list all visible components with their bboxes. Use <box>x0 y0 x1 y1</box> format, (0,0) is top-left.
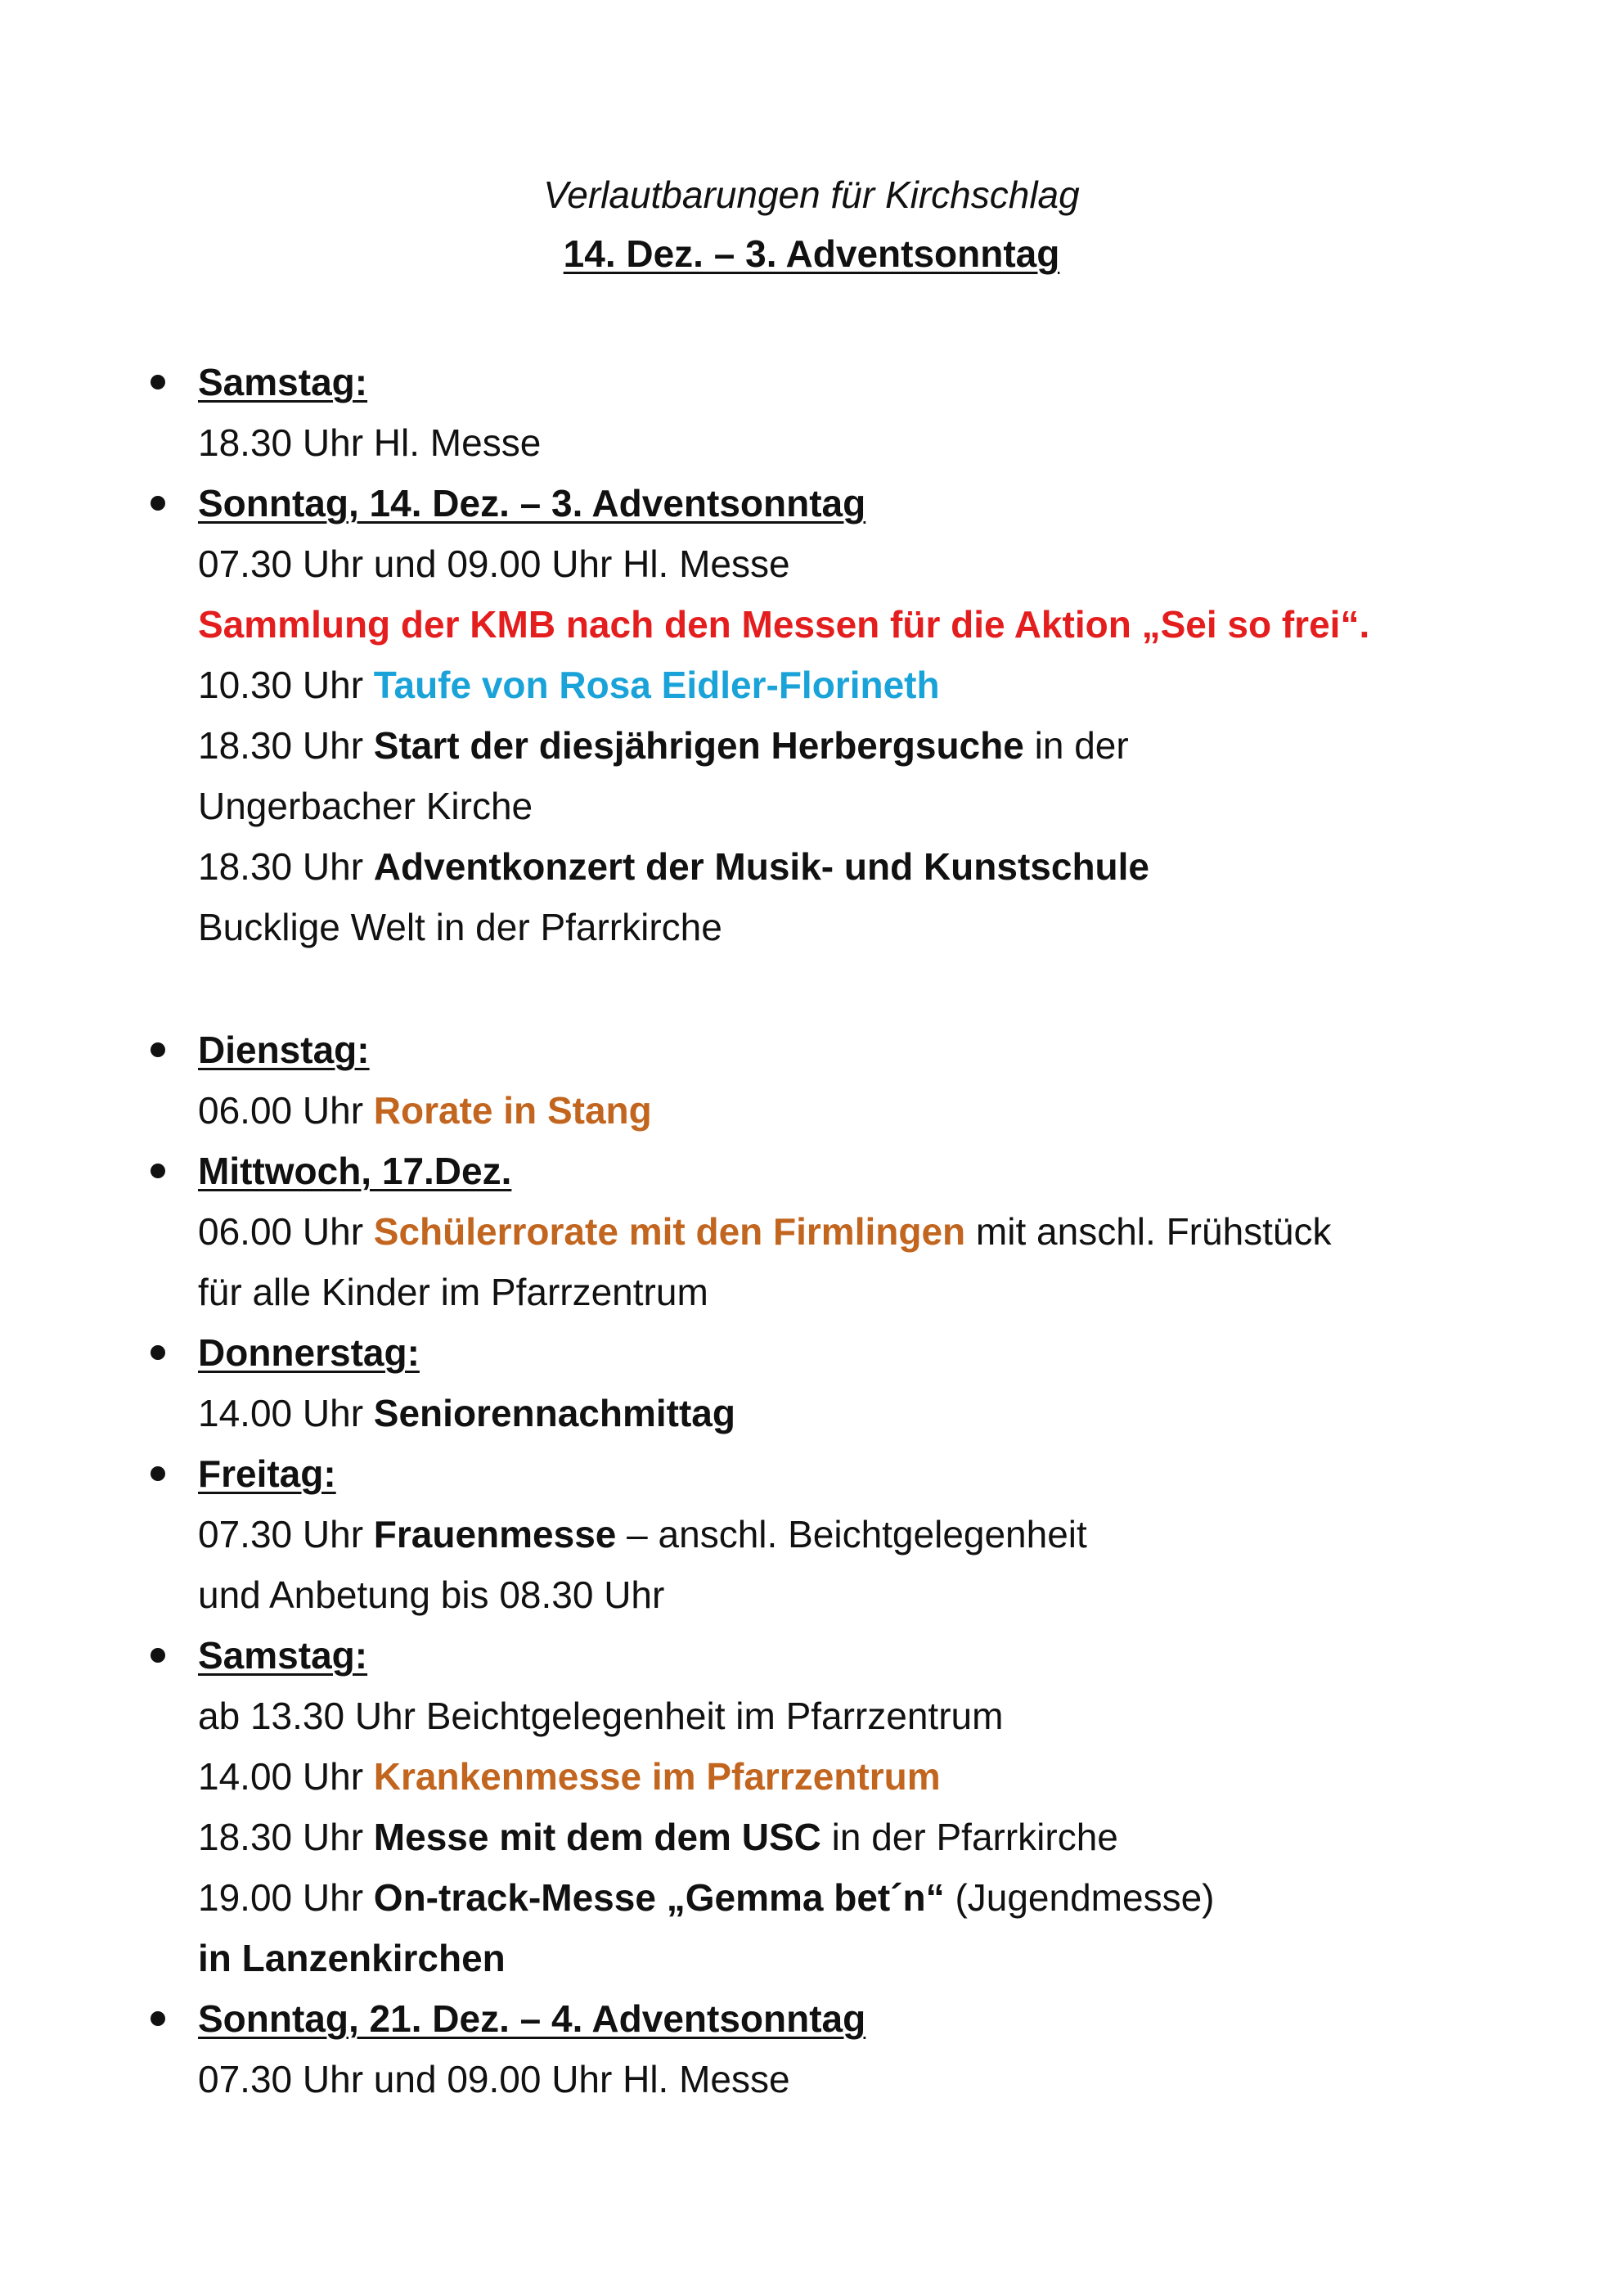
schedule-line <box>0 836 1623 897</box>
bullet-icon <box>151 1345 165 1360</box>
schedule-line <box>0 1746 1623 1807</box>
detail-text: – anschl. Beichtgelegenheit <box>616 1513 1087 1555</box>
baptism-text: Taufe von Rosa Eidler-Florineth <box>373 664 940 706</box>
schedule-line: 07.30 Uhr und 09.00 Uhr Hl. Messe <box>198 2058 790 2100</box>
list-item <box>0 1625 1623 1988</box>
time-text: 06.00 Uhr <box>198 1089 374 1132</box>
event-text: Schülerrorate mit den Firmlingen <box>373 1210 966 1253</box>
day-heading: Sonntag, 14. Dez. – 3. Adventsonntag <box>198 482 866 524</box>
event-text: On-track-Messe „Gemma bet´n“ <box>373 1876 945 1919</box>
day-heading: Samstag: <box>198 361 368 403</box>
schedule-line <box>0 655 1623 715</box>
bullet-icon <box>151 375 165 389</box>
schedule-line: und Anbetung bis 08.30 Uhr <box>198 1573 665 1616</box>
event-text: Messe mit dem dem USC <box>373 1816 821 1858</box>
bullet-icon <box>151 1466 165 1481</box>
day-heading: Dienstag: <box>198 1029 370 1071</box>
schedule-line <box>0 1080 1623 1141</box>
time-text: 14.00 Uhr <box>198 1392 374 1434</box>
time-text: 19.00 Uhr <box>198 1876 374 1919</box>
list-item <box>0 1988 1623 2109</box>
list-item <box>0 1020 1623 1141</box>
event-text: Adventkonzert der Musik- und Kunstschule <box>373 845 1150 888</box>
time-text: 18.30 Uhr <box>198 724 374 767</box>
location-text: in der Pfarrkirche <box>820 1816 1118 1858</box>
schedule-line <box>0 1867 1623 1928</box>
time-text: 10.30 Uhr <box>198 664 374 706</box>
schedule-line: 07.30 Uhr und 09.00 Uhr Hl. Messe <box>198 542 790 585</box>
bullet-icon <box>151 1648 165 1663</box>
time-text: 18.30 Uhr <box>198 1816 374 1858</box>
location-text: in der <box>1023 724 1129 767</box>
spacer <box>0 957 1623 1020</box>
list-item <box>0 473 1623 957</box>
schedule-line: für alle Kinder im Pfarrzentrum <box>198 1271 708 1313</box>
time-text: 14.00 Uhr <box>198 1755 374 1798</box>
event-text: Seniorennachmittag <box>373 1392 735 1434</box>
detail-text: mit anschl. Frühstück <box>965 1210 1332 1253</box>
document-title-text: 14. Dez. – 3. Adventsonntag <box>563 232 1060 275</box>
day-heading: Samstag: <box>198 1634 368 1677</box>
detail-text: (Jugendmesse) <box>944 1876 1215 1919</box>
event-text: Krankenmesse im Pfarrzentrum <box>373 1755 941 1798</box>
collection-notice: Sammlung der KMB nach den Messen für die Aktion „Sei so frei“. <box>198 603 1370 646</box>
time-text: 06.00 Uhr <box>198 1210 374 1253</box>
schedule-line <box>0 715 1623 776</box>
event-text: Rorate in Stang <box>373 1089 652 1132</box>
schedule-line <box>0 1201 1623 1262</box>
list-item <box>0 352 1623 473</box>
announcement-list <box>0 352 1623 2109</box>
event-text: Frauenmesse <box>373 1513 617 1555</box>
document-subtitle-text: Verlautbarungen für Kirchschlag <box>543 173 1080 216</box>
schedule-line: Ungerbacher Kirche <box>198 785 533 827</box>
bullet-icon <box>151 1042 165 1057</box>
bullet-icon <box>151 2011 165 2026</box>
bullet-icon <box>151 1164 165 1178</box>
location-text: in Lanzenkirchen <box>198 1937 506 1979</box>
document-subtitle <box>0 169 1623 221</box>
bullet-icon <box>151 496 165 511</box>
schedule-line <box>0 1807 1623 1867</box>
schedule-line <box>0 1504 1623 1564</box>
list-item <box>0 1322 1623 1443</box>
day-heading: Mittwoch, 17.Dez. <box>198 1150 512 1192</box>
schedule-line <box>0 1383 1623 1443</box>
schedule-line <box>0 1928 1623 1988</box>
day-heading: Freitag: <box>198 1452 336 1495</box>
document-title <box>0 227 1623 280</box>
schedule-line: 18.30 Uhr Hl. Messe <box>198 421 542 464</box>
schedule-line: Bucklige Welt in der Pfarrkirche <box>198 906 722 948</box>
schedule-line: ab 13.30 Uhr Beichtgelegenheit im Pfarrzentrum <box>198 1695 1004 1737</box>
list-item <box>0 1141 1623 1322</box>
time-text: 07.30 Uhr <box>198 1513 374 1555</box>
list-item <box>0 1443 1623 1625</box>
day-heading: Donnerstag: <box>198 1331 420 1374</box>
event-text: Start der diesjährigen Herbergsuche <box>373 724 1024 767</box>
time-text: 18.30 Uhr <box>198 845 374 888</box>
day-heading: Sonntag, 21. Dez. – 4. Adventsonntag <box>198 1997 866 2040</box>
